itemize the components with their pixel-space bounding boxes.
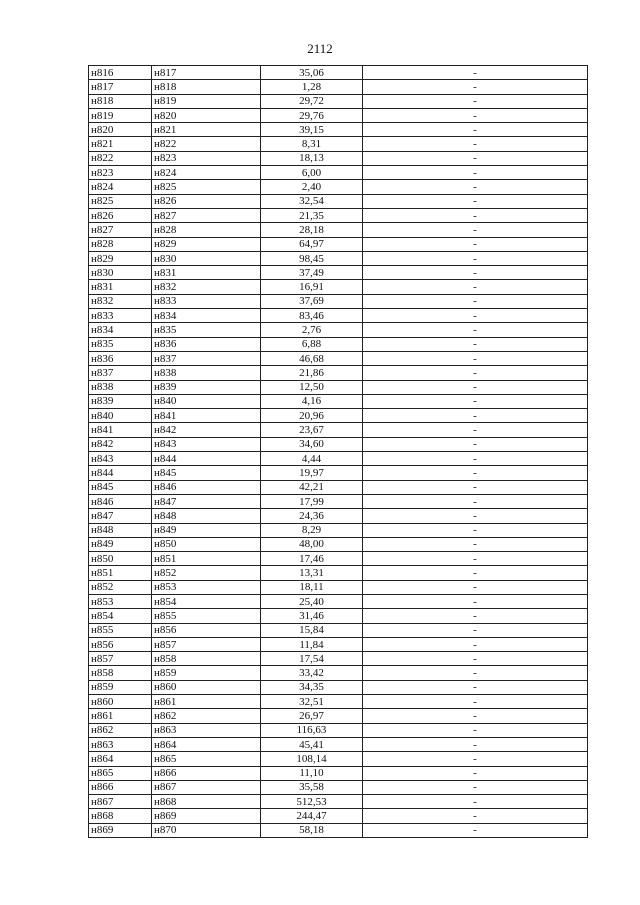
length-cell: 13,31 [261,566,363,580]
from-point-cell: н842 [89,437,152,451]
table-row [89,623,588,637]
to-point-cell: н836 [152,337,261,351]
from-point-cell: н860 [89,695,152,709]
length-cell: 108,14 [261,752,363,766]
length-cell: 11,10 [261,766,363,780]
note-cell: - [363,480,588,494]
table-row [89,108,588,122]
table-row [89,180,588,194]
note-cell: - [363,466,588,480]
length-cell: 6,00 [261,166,363,180]
note-cell: - [363,737,588,751]
length-cell: 37,69 [261,294,363,308]
table-row [89,452,588,466]
note-cell: - [363,580,588,594]
table-row [89,723,588,737]
to-point-cell: н823 [152,151,261,165]
from-point-cell: н827 [89,223,152,237]
table-row [89,409,588,423]
length-cell: 48,00 [261,537,363,551]
table-row [89,266,588,280]
to-point-cell: н829 [152,237,261,251]
note-cell: - [363,423,588,437]
note-cell: - [363,680,588,694]
note-cell: - [363,337,588,351]
note-cell: - [363,509,588,523]
note-cell: - [363,566,588,580]
note-cell: - [363,452,588,466]
length-cell: 26,97 [261,709,363,723]
table-row [89,780,588,794]
note-cell: - [363,94,588,108]
length-cell: 21,86 [261,366,363,380]
table-row [89,537,588,551]
note-cell: - [363,208,588,222]
to-point-cell: н844 [152,452,261,466]
length-cell: 32,54 [261,194,363,208]
note-cell: - [363,637,588,651]
from-point-cell: н850 [89,552,152,566]
note-cell: - [363,766,588,780]
table-row [89,323,588,337]
to-point-cell: н842 [152,423,261,437]
note-cell: - [363,123,588,137]
table-row [89,208,588,222]
from-point-cell: н868 [89,809,152,823]
to-point-cell: н828 [152,223,261,237]
note-cell: - [363,380,588,394]
table-row [89,251,588,265]
note-cell: - [363,652,588,666]
length-cell: 42,21 [261,480,363,494]
from-point-cell: н862 [89,723,152,737]
table-row [89,380,588,394]
length-cell: 37,49 [261,266,363,280]
note-cell: - [363,723,588,737]
note-cell: - [363,823,588,837]
to-point-cell: н834 [152,309,261,323]
table-row [89,680,588,694]
from-point-cell: н835 [89,337,152,351]
from-point-cell: н839 [89,394,152,408]
table-row [89,766,588,780]
table-row [89,480,588,494]
from-point-cell: н836 [89,351,152,365]
from-point-cell: н851 [89,566,152,580]
table-row [89,494,588,508]
to-point-cell: н833 [152,294,261,308]
length-cell: 116,63 [261,723,363,737]
from-point-cell: н838 [89,380,152,394]
length-cell: 1,28 [261,80,363,94]
from-point-cell: н849 [89,537,152,551]
table-row [89,137,588,151]
to-point-cell: н866 [152,766,261,780]
length-cell: 17,99 [261,494,363,508]
table-row [89,294,588,308]
table-row [89,223,588,237]
from-point-cell: н830 [89,266,152,280]
table-row [89,509,588,523]
from-point-cell: н820 [89,123,152,137]
table-row [89,309,588,323]
from-point-cell: н837 [89,366,152,380]
note-cell: - [363,437,588,451]
note-cell: - [363,523,588,537]
from-point-cell: н817 [89,80,152,94]
table-row [89,809,588,823]
to-point-cell: н851 [152,552,261,566]
to-point-cell: н869 [152,809,261,823]
length-cell: 2,40 [261,180,363,194]
to-point-cell: н831 [152,266,261,280]
table-row [89,423,588,437]
table-row [89,66,588,80]
to-point-cell: н847 [152,494,261,508]
table-row [89,94,588,108]
length-cell: 15,84 [261,623,363,637]
to-point-cell: н860 [152,680,261,694]
note-cell: - [363,609,588,623]
length-cell: 17,54 [261,652,363,666]
table-row [89,709,588,723]
from-point-cell: н840 [89,409,152,423]
table-row [89,394,588,408]
note-cell: - [363,409,588,423]
length-cell: 21,35 [261,208,363,222]
to-point-cell: н846 [152,480,261,494]
note-cell: - [363,752,588,766]
to-point-cell: н818 [152,80,261,94]
length-cell: 29,76 [261,108,363,122]
table-row [89,609,588,623]
to-point-cell: н855 [152,609,261,623]
from-point-cell: н824 [89,180,152,194]
length-cell: 45,41 [261,737,363,751]
note-cell: - [363,666,588,680]
to-point-cell: н858 [152,652,261,666]
to-point-cell: н841 [152,409,261,423]
from-point-cell: н861 [89,709,152,723]
table-row [89,666,588,680]
table-row [89,795,588,809]
length-cell: 31,46 [261,609,363,623]
table-row [89,437,588,451]
from-point-cell: н833 [89,309,152,323]
from-point-cell: н823 [89,166,152,180]
table-row [89,523,588,537]
to-point-cell: н850 [152,537,261,551]
length-cell: 29,72 [261,94,363,108]
to-point-cell: н861 [152,695,261,709]
to-point-cell: н853 [152,580,261,594]
to-point-cell: н837 [152,351,261,365]
length-cell: 17,46 [261,552,363,566]
from-point-cell: н859 [89,680,152,694]
from-point-cell: н865 [89,766,152,780]
to-point-cell: н825 [152,180,261,194]
length-cell: 46,68 [261,351,363,365]
length-cell: 11,84 [261,637,363,651]
table-row [89,652,588,666]
from-point-cell: н843 [89,452,152,466]
from-point-cell: н816 [89,66,152,80]
table-body [89,66,588,838]
to-point-cell: н849 [152,523,261,537]
to-point-cell: н864 [152,737,261,751]
note-cell: - [363,309,588,323]
length-cell: 28,18 [261,223,363,237]
to-point-cell: н857 [152,637,261,651]
from-point-cell: н818 [89,94,152,108]
length-cell: 32,51 [261,695,363,709]
length-cell: 64,97 [261,237,363,251]
length-cell: 35,58 [261,780,363,794]
length-cell: 18,13 [261,151,363,165]
from-point-cell: н848 [89,523,152,537]
table-row [89,580,588,594]
to-point-cell: н848 [152,509,261,523]
note-cell: - [363,251,588,265]
from-point-cell: н821 [89,137,152,151]
length-cell: 16,91 [261,280,363,294]
note-cell: - [363,780,588,794]
note-cell: - [363,366,588,380]
note-cell: - [363,623,588,637]
to-point-cell: н843 [152,437,261,451]
to-point-cell: н822 [152,137,261,151]
note-cell: - [363,237,588,251]
from-point-cell: н841 [89,423,152,437]
table-row [89,594,588,608]
table-row [89,823,588,837]
to-point-cell: н827 [152,208,261,222]
length-cell: 35,06 [261,66,363,80]
length-cell: 19,97 [261,466,363,480]
to-point-cell: н830 [152,251,261,265]
to-point-cell: н863 [152,723,261,737]
table-row [89,752,588,766]
to-point-cell: н852 [152,566,261,580]
from-point-cell: н847 [89,509,152,523]
note-cell: - [363,695,588,709]
length-cell: 58,18 [261,823,363,837]
length-cell: 8,31 [261,137,363,151]
from-point-cell: н869 [89,823,152,837]
length-cell: 23,67 [261,423,363,437]
note-cell: - [363,66,588,80]
note-cell: - [363,709,588,723]
note-cell: - [363,108,588,122]
note-cell: - [363,795,588,809]
to-point-cell: н859 [152,666,261,680]
table-row [89,237,588,251]
note-cell: - [363,223,588,237]
table-row [89,280,588,294]
page-number: 2112 [307,41,333,56]
from-point-cell: н855 [89,623,152,637]
from-point-cell: н866 [89,780,152,794]
table-row [89,351,588,365]
length-cell: 34,35 [261,680,363,694]
note-cell: - [363,151,588,165]
from-point-cell: н845 [89,480,152,494]
note-cell: - [363,537,588,551]
table-row [89,80,588,94]
from-point-cell: н822 [89,151,152,165]
to-point-cell: н865 [152,752,261,766]
to-point-cell: н838 [152,366,261,380]
length-cell: 244,47 [261,809,363,823]
length-cell: 12,50 [261,380,363,394]
from-point-cell: н857 [89,652,152,666]
to-point-cell: н835 [152,323,261,337]
length-cell: 18,11 [261,580,363,594]
from-point-cell: н864 [89,752,152,766]
note-cell: - [363,294,588,308]
note-cell: - [363,137,588,151]
length-cell: 20,96 [261,409,363,423]
length-cell: 4,44 [261,452,363,466]
from-point-cell: н825 [89,194,152,208]
length-cell: 6,88 [261,337,363,351]
to-point-cell: н867 [152,780,261,794]
to-point-cell: н832 [152,280,261,294]
note-cell: - [363,194,588,208]
from-point-cell: н834 [89,323,152,337]
from-point-cell: н854 [89,609,152,623]
to-point-cell: н845 [152,466,261,480]
note-cell: - [363,552,588,566]
from-point-cell: н829 [89,251,152,265]
from-point-cell: н819 [89,108,152,122]
table-row [89,337,588,351]
length-cell: 24,36 [261,509,363,523]
table-row [89,194,588,208]
to-point-cell: н821 [152,123,261,137]
from-point-cell: н846 [89,494,152,508]
to-point-cell: н839 [152,380,261,394]
to-point-cell: н870 [152,823,261,837]
table-row [89,566,588,580]
length-cell: 34,60 [261,437,363,451]
table-row [89,151,588,165]
to-point-cell: н824 [152,166,261,180]
length-cell: 39,15 [261,123,363,137]
note-cell: - [363,351,588,365]
to-point-cell: н840 [152,394,261,408]
to-point-cell: н819 [152,94,261,108]
to-point-cell: н826 [152,194,261,208]
length-cell: 98,45 [261,251,363,265]
boundary-segments-table [88,65,588,838]
from-point-cell: н852 [89,580,152,594]
from-point-cell: н826 [89,208,152,222]
table-row [89,166,588,180]
note-cell: - [363,494,588,508]
note-cell: - [363,323,588,337]
note-cell: - [363,180,588,194]
to-point-cell: н817 [152,66,261,80]
from-point-cell: н828 [89,237,152,251]
table-row [89,366,588,380]
to-point-cell: н862 [152,709,261,723]
to-point-cell: н854 [152,594,261,608]
length-cell: 2,76 [261,323,363,337]
length-cell: 8,29 [261,523,363,537]
from-point-cell: н853 [89,594,152,608]
note-cell: - [363,280,588,294]
note-cell: - [363,394,588,408]
note-cell: - [363,80,588,94]
to-point-cell: н820 [152,108,261,122]
table-row [89,123,588,137]
from-point-cell: н844 [89,466,152,480]
note-cell: - [363,809,588,823]
from-point-cell: н867 [89,795,152,809]
table-row [89,552,588,566]
from-point-cell: н856 [89,637,152,651]
from-point-cell: н831 [89,280,152,294]
table-row [89,737,588,751]
table-row [89,695,588,709]
length-cell: 83,46 [261,309,363,323]
length-cell: 33,42 [261,666,363,680]
from-point-cell: н858 [89,666,152,680]
length-cell: 25,40 [261,594,363,608]
table-row [89,466,588,480]
table-row [89,637,588,651]
note-cell: - [363,266,588,280]
to-point-cell: н868 [152,795,261,809]
note-cell: - [363,166,588,180]
length-cell: 512,53 [261,795,363,809]
from-point-cell: н832 [89,294,152,308]
from-point-cell: н863 [89,737,152,751]
note-cell: - [363,594,588,608]
to-point-cell: н856 [152,623,261,637]
length-cell: 4,16 [261,394,363,408]
